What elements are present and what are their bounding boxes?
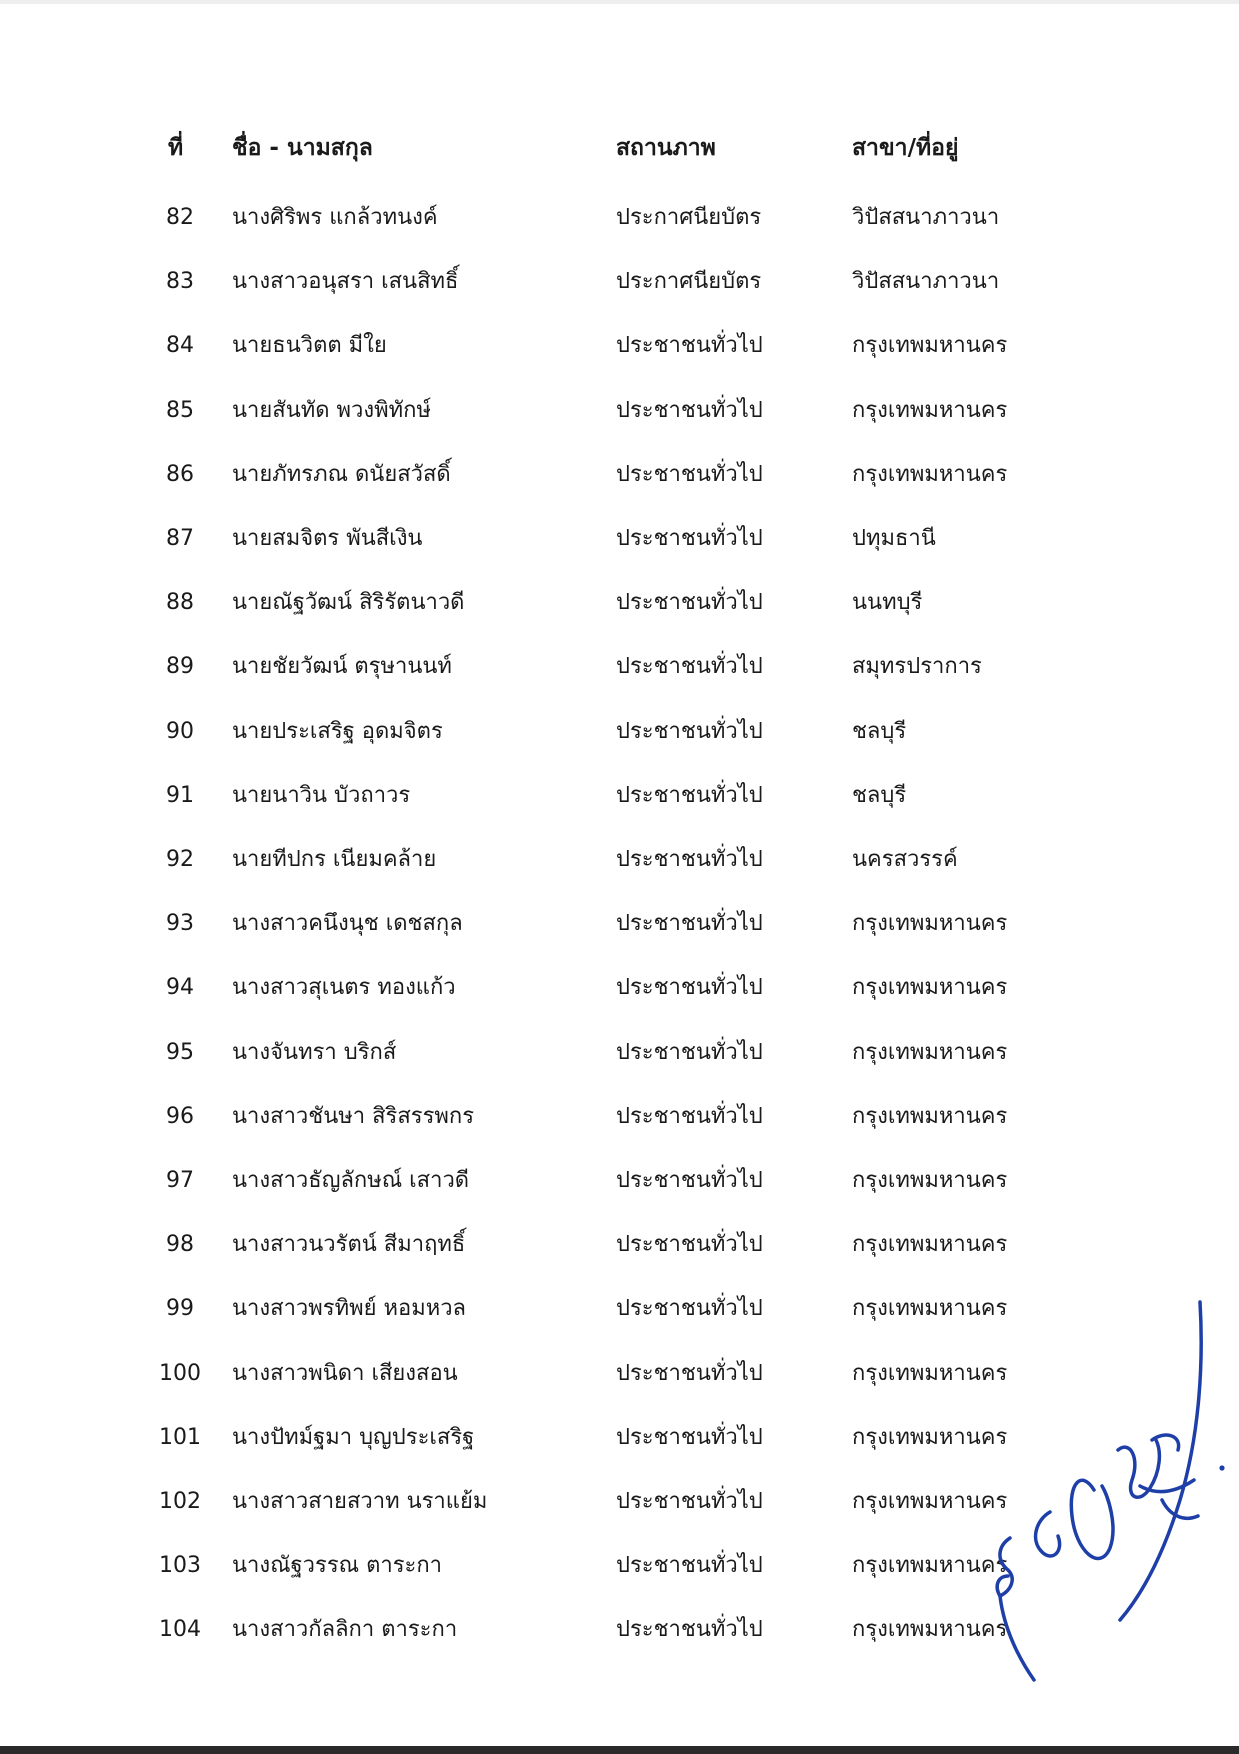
row-status: ประชาชนทั่วไป xyxy=(616,1103,763,1129)
row-status: ประชาชนทั่วไป xyxy=(616,461,763,487)
row-status: ประชาชนทั่วไป xyxy=(616,1232,763,1258)
row-no: 86 xyxy=(166,461,194,487)
row-status: ประชาชนทั่วไป xyxy=(616,654,763,680)
row-no: 84 xyxy=(166,333,194,359)
row-name: นางศิริพร แกล้วทนงค์ xyxy=(232,205,438,230)
row-branch: ชลบุรี xyxy=(852,782,907,808)
row-no: 101 xyxy=(159,1424,201,1450)
row-name: นางสาวกัลลิกา ตาระกา xyxy=(232,1617,458,1643)
row-status: ประชาชนทั่วไป xyxy=(616,1553,763,1579)
row-status: ประชาชนทั่วไป xyxy=(616,718,763,744)
header-branch: สาขา/ที่อยู่ xyxy=(852,135,959,161)
row-branch: กรุงเทพมหานคร xyxy=(852,911,1008,937)
row-branch: กรุงเทพมหานคร xyxy=(852,975,1008,1001)
row-no: 104 xyxy=(159,1617,201,1643)
row-no: 89 xyxy=(166,654,194,680)
row-no: 88 xyxy=(166,590,194,616)
row-status: ประชาชนทั่วไป xyxy=(616,1489,763,1514)
row-branch: กรุงเทพมหานคร xyxy=(852,1168,1008,1193)
table-row xyxy=(0,1227,1239,1263)
table-row xyxy=(0,842,1239,878)
table-row xyxy=(0,264,1239,300)
table-row xyxy=(0,906,1239,942)
row-no: 99 xyxy=(166,1296,194,1322)
row-status: ประชาชนทั่วไป xyxy=(616,1039,763,1065)
row-no: 96 xyxy=(166,1103,194,1129)
table-row xyxy=(0,714,1239,750)
row-status: ประชาชนทั่วไป xyxy=(616,333,763,359)
row-branch: กรุงเทพมหานคร xyxy=(852,1232,1008,1258)
scan-bottom-edge xyxy=(0,1746,1239,1754)
row-branch: กรุงเทพมหานคร xyxy=(852,1360,1008,1386)
row-name: นางสาวอนุสรา เสนสิทธิ์ xyxy=(232,269,459,295)
row-name: นายธนวิตต มีใย xyxy=(232,333,387,359)
row-no: 98 xyxy=(166,1232,194,1258)
row-no: 103 xyxy=(159,1553,201,1579)
row-branch: สมุทรปราการ xyxy=(852,654,982,680)
row-branch: ชลบุรี xyxy=(852,718,907,744)
row-no: 82 xyxy=(166,205,194,230)
row-status: ประชาชนทั่วไป xyxy=(616,1296,763,1322)
row-name: นางสาวคนึงนุช เดชสกุล xyxy=(232,911,463,937)
table-row xyxy=(0,521,1239,557)
row-no: 85 xyxy=(166,397,194,423)
row-no: 92 xyxy=(166,847,194,872)
row-name: นางสาวสายสวาท นราแย้ม xyxy=(232,1489,488,1514)
row-name: นายสันทัด พวงพิทักษ์ xyxy=(232,397,431,423)
row-status: ประชาชนทั่วไป xyxy=(616,1168,763,1193)
row-no: 90 xyxy=(166,718,194,744)
row-no: 87 xyxy=(166,526,194,551)
row-status: ประชาชนทั่วไป xyxy=(616,847,763,872)
row-no: 93 xyxy=(166,911,194,937)
row-name: นางสาวนวรัตน์ สีมาฤทธิ์ xyxy=(232,1232,466,1258)
row-name: นางสาวชันษา สิริสรรพกร xyxy=(232,1103,475,1129)
row-branch: วิปัสสนาภาวนา xyxy=(852,269,1000,295)
row-no: 100 xyxy=(159,1360,201,1386)
row-branch: กรุงเทพมหานคร xyxy=(852,1553,1008,1579)
row-name: นายสมจิตร พันสีเงิน xyxy=(232,526,423,551)
row-name: นางสาวสุเนตร ทองแก้ว xyxy=(232,975,456,1001)
row-no: 91 xyxy=(166,782,194,808)
row-status: ประชาชนทั่วไป xyxy=(616,526,763,551)
row-name: นางณัฐวรรณ ตาระกา xyxy=(232,1553,443,1579)
row-status: ประกาศนียบัตร xyxy=(616,205,762,230)
row-name: นายทีปกร เนียมคล้าย xyxy=(232,847,437,872)
row-status: ประชาชนทั่วไป xyxy=(616,975,763,1001)
row-branch: กรุงเทพมหานคร xyxy=(852,1039,1008,1065)
table-row xyxy=(0,328,1239,364)
table-row xyxy=(0,970,1239,1006)
table-row xyxy=(0,778,1239,814)
table-row xyxy=(0,393,1239,429)
row-name: นายประเสริฐ อุดมจิตร xyxy=(232,718,443,744)
row-no: 97 xyxy=(166,1168,194,1193)
row-status: ประชาชนทั่วไป xyxy=(616,590,763,616)
row-status: ประชาชนทั่วไป xyxy=(616,1617,763,1643)
header-status: สถานภาพ xyxy=(616,135,716,161)
row-branch: นครสวรรค์ xyxy=(852,847,958,872)
row-no: 83 xyxy=(166,269,194,295)
row-name: นายณัฐวัฒน์ สิริรัตนาวดี xyxy=(232,590,465,616)
row-status: ประชาชนทั่วไป xyxy=(616,1360,763,1386)
row-branch: กรุงเทพมหานคร xyxy=(852,1424,1008,1450)
row-branch: กรุงเทพมหานคร xyxy=(852,1489,1008,1514)
table-row xyxy=(0,1099,1239,1135)
header-no: ที่ xyxy=(168,135,184,161)
table-row xyxy=(0,200,1239,236)
row-branch: วิปัสสนาภาวนา xyxy=(852,205,1000,230)
table-row xyxy=(0,649,1239,685)
row-branch: นนทบุรี xyxy=(852,590,923,616)
row-name: นางปัทม์ฐมา บุญประเสริฐ xyxy=(232,1424,475,1450)
row-name: นางสาวพนิดา เสียงสอน xyxy=(232,1360,458,1386)
row-no: 95 xyxy=(166,1039,194,1065)
row-status: ประกาศนียบัตร xyxy=(616,269,762,295)
row-name: นายนาวิน บัวถาวร xyxy=(232,782,411,808)
row-no: 102 xyxy=(159,1489,201,1514)
table-row xyxy=(0,1035,1239,1071)
table-row xyxy=(0,1163,1239,1199)
signature-icon xyxy=(990,1290,1230,1730)
row-name: นายภัทรภณ ดนัยสวัสดิ์ xyxy=(232,461,451,487)
row-status: ประชาชนทั่วไป xyxy=(616,397,763,423)
table-row xyxy=(0,585,1239,621)
row-status: ประชาชนทั่วไป xyxy=(616,782,763,808)
row-name: นางสาวพรทิพย์ หอมหวล xyxy=(232,1296,467,1322)
row-branch: กรุงเทพมหานคร xyxy=(852,1296,1008,1322)
row-branch: กรุงเทพมหานคร xyxy=(852,1103,1008,1129)
row-status: ประชาชนทั่วไป xyxy=(616,911,763,937)
table-header xyxy=(0,130,1239,166)
row-branch: กรุงเทพมหานคร xyxy=(852,397,1008,423)
row-name: นางสาวธัญลักษณ์ เสาวดี xyxy=(232,1168,470,1193)
table-row xyxy=(0,457,1239,493)
row-branch: ปทุมธานี xyxy=(852,526,936,551)
row-name: นายชัยวัฒน์ ตรุษานนท์ xyxy=(232,654,452,680)
row-no: 94 xyxy=(166,975,194,1001)
row-status: ประชาชนทั่วไป xyxy=(616,1424,763,1450)
scan-top-edge xyxy=(0,0,1239,4)
header-name: ชื่อ - นามสกุล xyxy=(232,135,373,161)
row-branch: กรุงเทพมหานคร xyxy=(852,333,1008,359)
row-name: นางจันทรา บริกส์ xyxy=(232,1039,397,1065)
row-branch: กรุงเทพมหานคร xyxy=(852,1617,1008,1643)
row-branch: กรุงเทพมหานคร xyxy=(852,461,1008,487)
